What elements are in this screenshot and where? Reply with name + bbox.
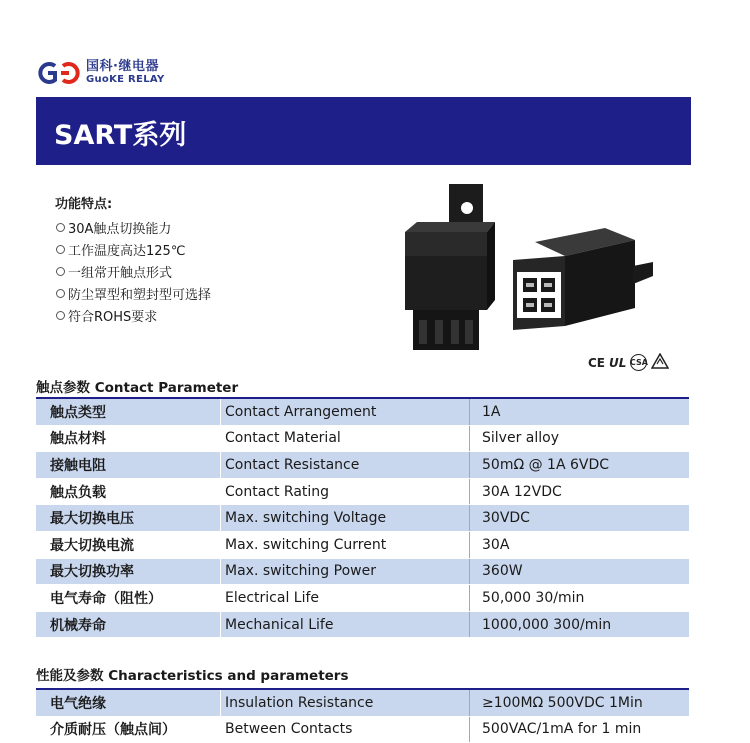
param-value: 30A: [469, 532, 689, 558]
param-value: ≥100MΩ 500VDC 1Min: [469, 690, 689, 716]
table-row: [36, 717, 689, 743]
param-english-name: Contact Arrangement: [220, 399, 469, 425]
logo-english-name: GuoKE RELAY: [86, 74, 165, 85]
param-chinese-name: 触点类型: [50, 404, 106, 421]
features-heading: 功能特点:: [55, 197, 113, 212]
param-value: 50mΩ @ 1A 6VDC: [469, 452, 689, 478]
table-row: [36, 690, 689, 717]
param-chinese-name: 最大切换功率: [50, 564, 134, 581]
param-english-name: Mechanical Life: [220, 612, 469, 638]
param-value: 1000,000 300/min: [469, 612, 689, 638]
feature-item: [55, 282, 211, 304]
param-chinese-name: 触点负载: [50, 484, 106, 501]
table-row: [36, 612, 689, 639]
tuv-mark-icon: [651, 353, 669, 372]
circle-bullet-icon: [56, 245, 65, 254]
feature-text: 30A触点切换能力: [68, 221, 172, 237]
param-value: 360W: [469, 559, 689, 585]
param-english-name: Max. switching Power: [220, 559, 469, 585]
logo-chinese-name: 国科·继电器: [86, 59, 159, 74]
circle-bullet-icon: [56, 223, 65, 232]
param-english-name: Contact Material: [220, 426, 469, 452]
circle-bullet-icon: [56, 267, 65, 276]
feature-text: 工作温度高达125℃: [68, 243, 186, 259]
circle-bullet-icon: [56, 289, 65, 298]
param-english-name: Max. switching Voltage: [220, 505, 469, 531]
param-chinese-name: 电气绝缘: [50, 695, 106, 712]
feature-item: [55, 238, 211, 260]
param-chinese-name: 介质耐压（触点间）: [50, 722, 176, 739]
ce-mark-icon: CE: [588, 355, 606, 370]
feature-item: [55, 216, 211, 238]
characteristics-title: 性能及参数 Characteristics and parameters: [36, 668, 349, 684]
characteristics-table: [36, 688, 689, 743]
table-row: [36, 426, 689, 453]
table-row: [36, 452, 689, 479]
feature-text: 符合ROHS要求: [68, 309, 158, 325]
table-row: [36, 559, 689, 586]
brand-logo: [36, 60, 165, 85]
param-value: 1A: [469, 399, 689, 425]
csa-mark-icon: CSA: [630, 354, 647, 371]
param-english-name: Insulation Resistance: [220, 690, 469, 716]
param-value: 30VDC: [469, 505, 689, 531]
param-english-name: Contact Resistance: [220, 452, 469, 478]
param-value: 50,000 30/min: [469, 585, 689, 611]
param-value: 30A 12VDC: [469, 479, 689, 505]
param-chinese-name: 接触电阻: [50, 457, 106, 474]
param-chinese-name: 最大切换电流: [50, 537, 134, 554]
feature-list: [55, 193, 211, 326]
param-value: Silver alloy: [469, 426, 689, 452]
table-row: [36, 585, 689, 612]
table-row: [36, 532, 689, 559]
series-title: SART系列: [54, 120, 187, 151]
param-english-name: Between Contacts: [220, 717, 469, 743]
relay-product-image: [395, 180, 665, 364]
feature-text: 防尘罩型和塑封型可选择: [68, 287, 212, 303]
table-row: [36, 479, 689, 506]
circle-bullet-icon: [56, 311, 65, 320]
feature-text: 一组常开触点形式: [68, 265, 173, 281]
series-banner: [36, 97, 691, 165]
ul-mark-icon: UL: [609, 355, 627, 370]
param-chinese-name: 电气寿命（阻性）: [50, 590, 162, 607]
table-row: [36, 505, 689, 532]
param-chinese-name: 最大切换电压: [50, 511, 134, 528]
logo-icon: [36, 61, 82, 85]
feature-item: [55, 304, 211, 326]
contact-parameter-table: [36, 397, 689, 638]
param-chinese-name: 机械寿命: [50, 617, 106, 634]
certification-marks: [588, 353, 669, 372]
param-english-name: Max. switching Current: [220, 532, 469, 558]
param-chinese-name: 触点材料: [50, 431, 106, 448]
param-value: 500VAC/1mA for 1 min: [469, 717, 689, 743]
param-english-name: Contact Rating: [220, 479, 469, 505]
table-row: [36, 399, 689, 426]
param-english-name: Electrical Life: [220, 585, 469, 611]
contact-parameter-title: 触点参数 Contact Parameter: [36, 380, 239, 396]
feature-item: [55, 260, 211, 282]
